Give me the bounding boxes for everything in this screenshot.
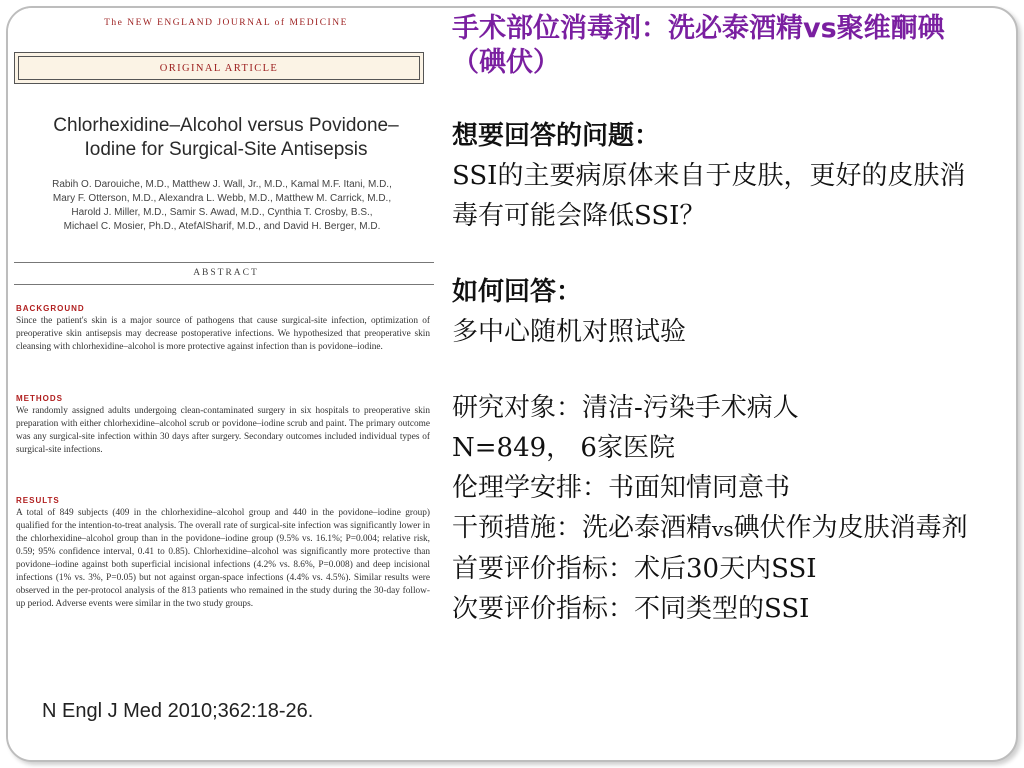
article-title — [8, 114, 444, 162]
question-prefix: SSI — [452, 161, 498, 191]
ethics: 伦理学安排：书面知情同意书 — [452, 473, 791, 503]
study-sample: N=849， 6家医院 — [452, 433, 675, 463]
intervention-part: 干预措施：洗必泰酒精 — [452, 513, 713, 543]
article-type-label: ORIGINAL ARTICLE — [18, 56, 420, 80]
slide — [6, 6, 1018, 762]
primary-outcome: 首要评价指标：术后30天内SSI — [452, 554, 817, 584]
section-heading-methods: METHODS — [16, 394, 63, 403]
slide-title-vs: vs — [803, 13, 837, 44]
divider — [14, 262, 434, 263]
question-body: 的主要病原体来自于皮肤，更好的皮肤消毒有可能会降低 — [452, 161, 966, 231]
intervention-part: 碘伏作为皮肤消毒剂 — [733, 513, 968, 543]
study-subjects: 研究对象：清洁-污染手术病人 — [452, 393, 799, 423]
question-heading: 想要回答的问题： — [452, 121, 661, 151]
spacer — [452, 352, 982, 388]
divider — [14, 284, 434, 285]
intervention-vs: vs — [712, 517, 734, 541]
spacer — [452, 80, 982, 116]
slide-title-part: 手术部位消毒剂：洗必泰酒精 — [452, 13, 803, 44]
citation: N Engl J Med 2010;362:18-26. — [42, 700, 314, 722]
spacer — [452, 236, 982, 272]
article-title-line: Chlorhexidine–Alcohol versus Povidone– — [53, 115, 399, 136]
author-line: Rabih O. Darouiche, M.D., Matthew J. Wall, Jr., M.D., Kamal M.F. Itani, M.D., — [52, 179, 392, 190]
secondary-outcome: 次要评价指标：不同类型的SSI — [452, 594, 810, 624]
author-line: Mary F. Otterson, M.D., Alexandra L. Webb, M.D., Matthew M. Carrick, M.D., — [52, 193, 392, 204]
author-line: Michael C. Mosier, Ph.D., AtefAlSharif, M.D., and David H. Berger, M.D. — [63, 221, 381, 232]
section-heading-results: RESULTS — [16, 496, 60, 505]
slide-title — [452, 12, 982, 80]
journal-name: The NEW ENGLAND JOURNAL of MEDICINE — [104, 18, 348, 28]
section-body-background: Since the patient's skin is a major source of pathogens that cause surgical-site infection, optimization of preoperative skin antisepsis may decrease postoperative infections. We hypothesized that preoperative skin cleansing with chlorhexidine–alcohol is more protective against infection than is povidone–iodine. — [16, 316, 430, 352]
article-type-box — [14, 52, 424, 84]
slide-title-part: 聚维酮碘（碘伏） — [452, 13, 945, 78]
question-suffix: SSI？ — [634, 201, 706, 231]
author-line: Harold J. Miller, M.D., Samir S. Awad, M.D., Cynthia T. Crosby, B.S., — [71, 207, 373, 218]
section-body-methods: We randomly assigned adults undergoing clean-contaminated surgery in six hospitals to preoperative skin preparation with either chlorhexidine–alcohol scrub or povidone–iodine scrub and paint. The primary outcome was any surgical-site infection within 30 days after surgery. Secondary outcomes included individual types of surgical-site infections. — [16, 406, 430, 455]
how-heading: 如何回答： — [452, 277, 583, 307]
journal-article-scan — [8, 8, 444, 760]
how-text: 多中心随机对照试验 — [452, 317, 687, 347]
notes-panel — [452, 12, 982, 629]
question-text — [452, 156, 982, 236]
abstract-label: ABSTRACT — [193, 268, 259, 278]
section-body-results: A total of 849 subjects (409 in the chlorhexidine–alcohol group and 440 in the povidone–iodine group) qualified for the intention-to-treat analysis. The overall rate of surgical-site infection was significantly lower in the chlorhexidine–alcohol group than in the povidone–iodine group (9.5% vs. 16.1%; P=0.004; relative risk, 0.59; 95% confidence interval, 0.41 to 0.85). Chlorhexidine–alcohol was significantly more protective than povidone–iodine against both superficial incisional infections (4.2% vs. 8.6%, P=0.008) and deep incisional infections (1% vs. 3%, P=0.05) but not against organ-space infections (4.4% vs. 4.5%). Similar results were observed in the per-protocol analysis of the 813 patients who remained in the study during the 30-day follow-up period. Adverse events were similar in the two study groups. — [16, 508, 430, 609]
section-heading-background: BACKGROUND — [16, 304, 85, 313]
author-list — [20, 178, 424, 234]
article-title-line: Iodine for Surgical-Site Antisepsis — [84, 139, 368, 160]
intervention — [452, 508, 982, 549]
